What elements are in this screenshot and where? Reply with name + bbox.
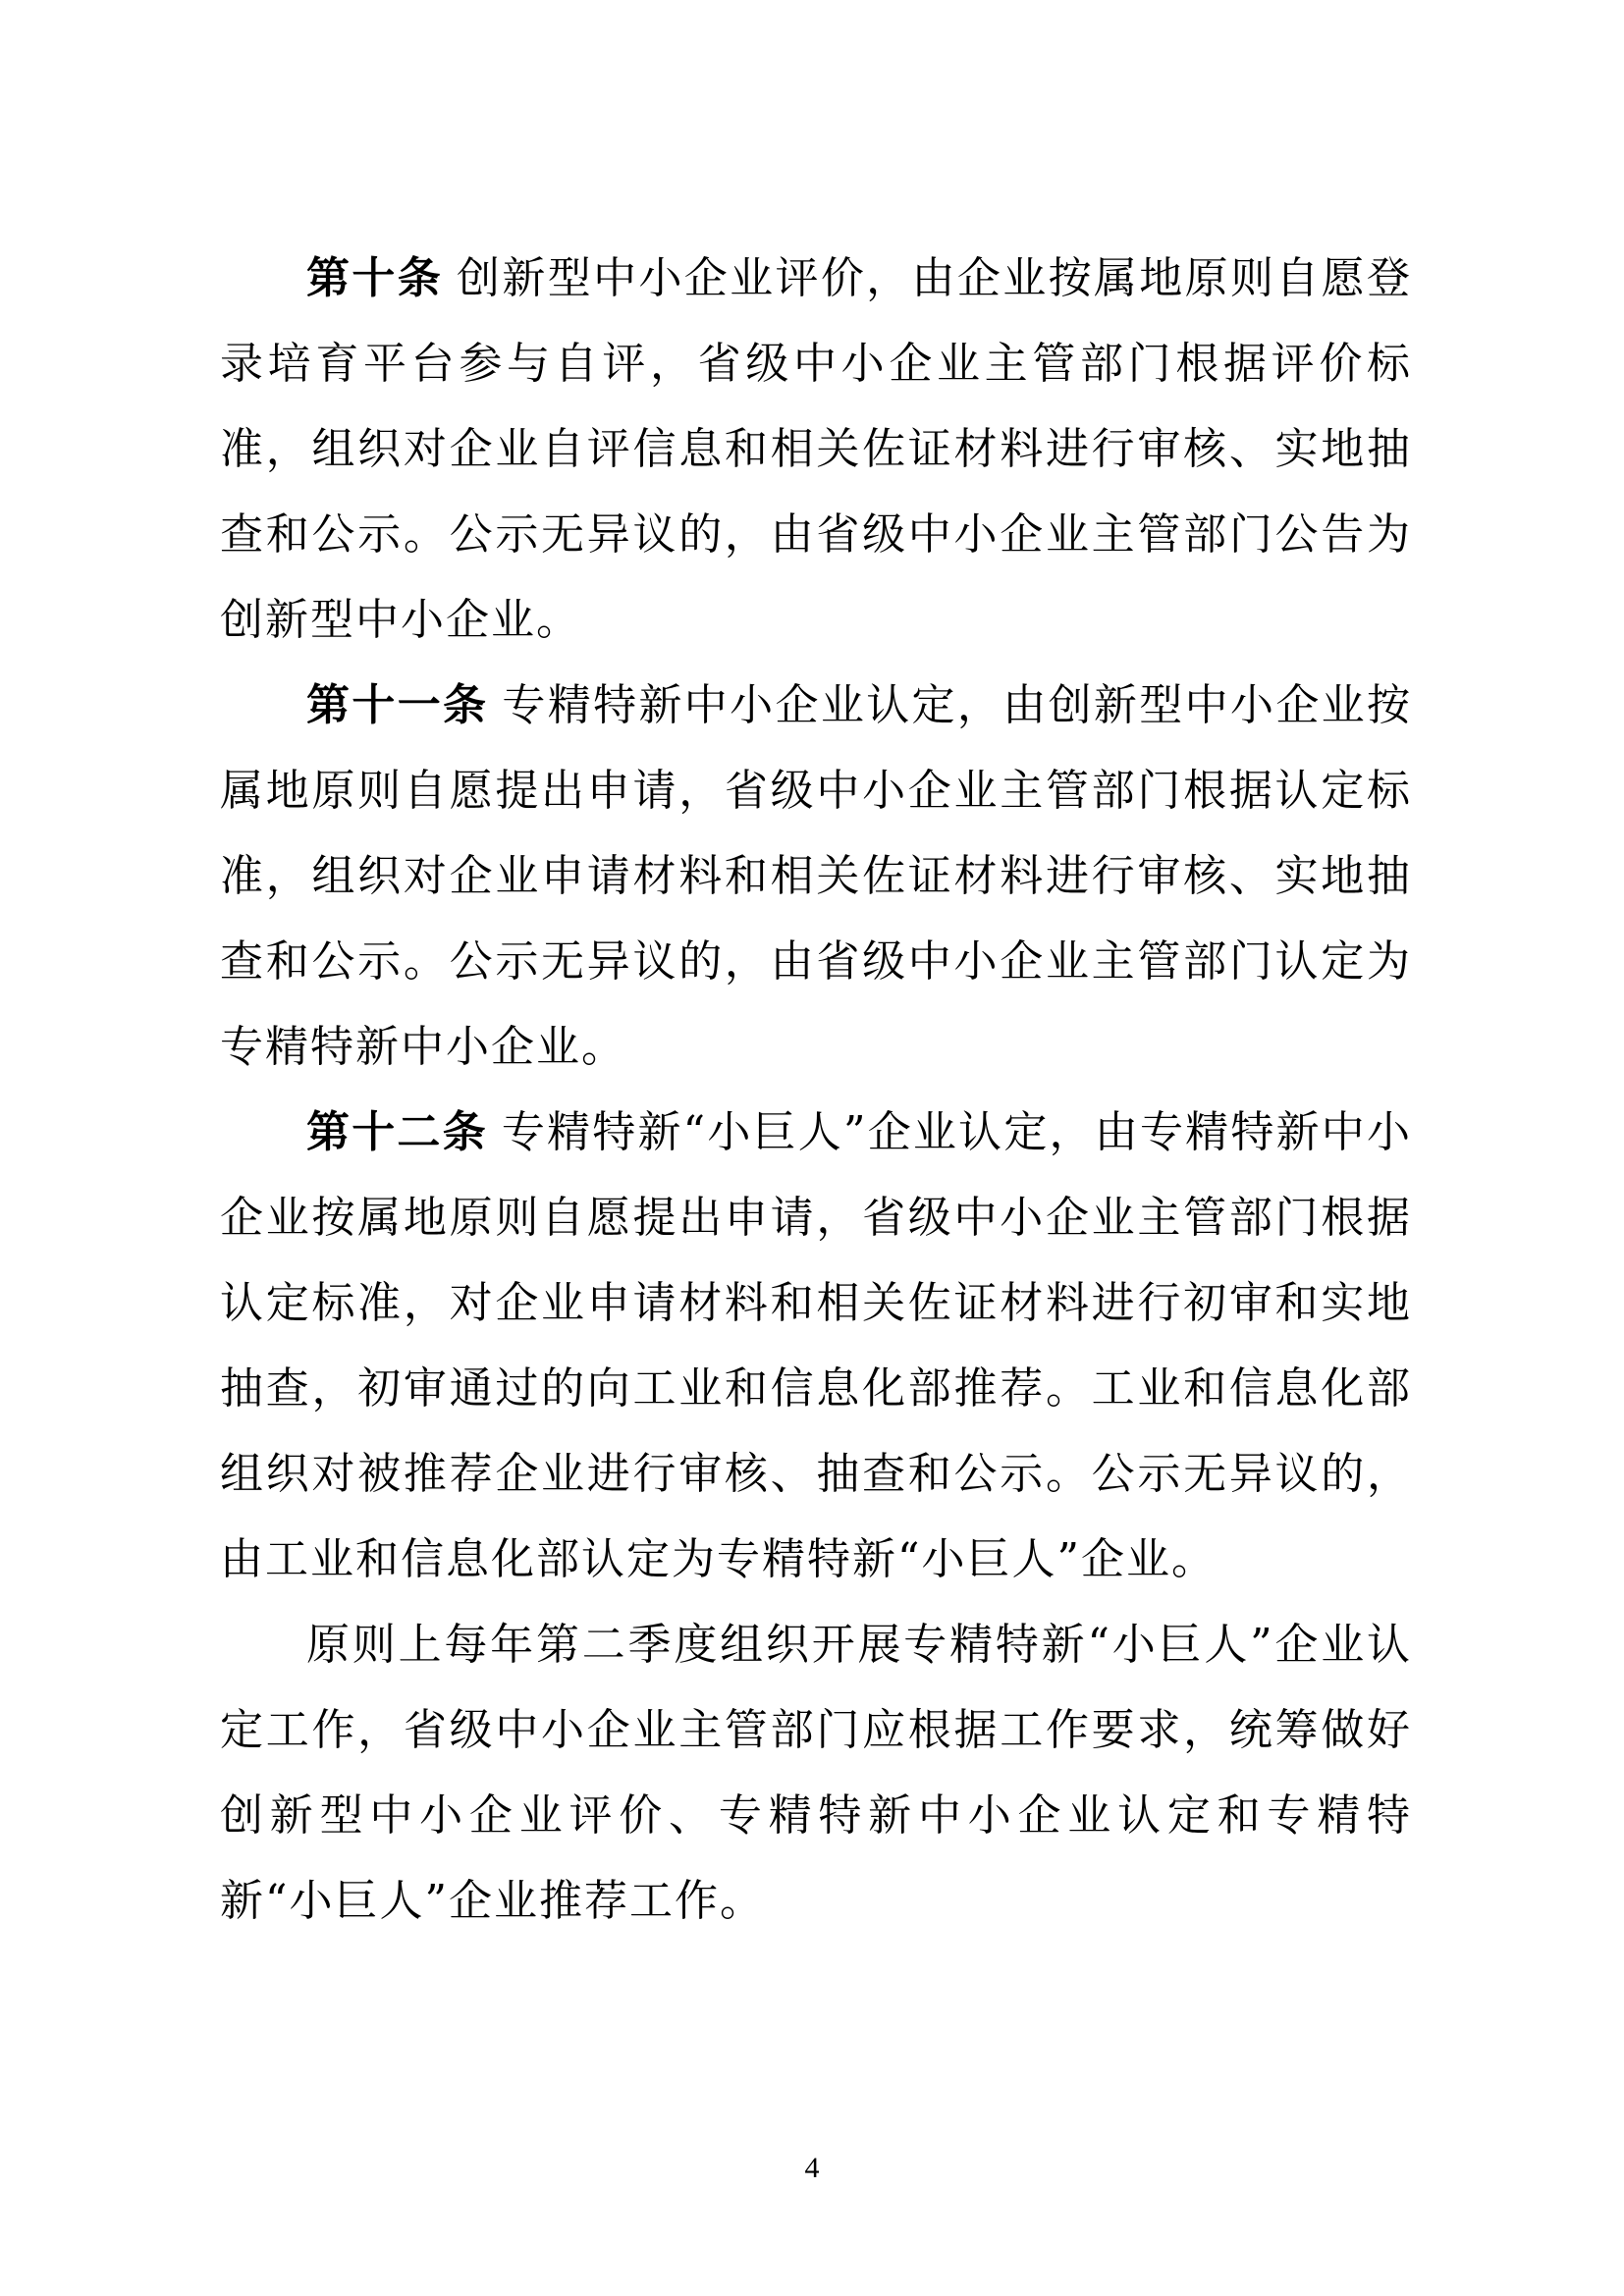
article-number: 第十一条 bbox=[306, 680, 489, 730]
paragraph-supplementary bbox=[220, 1602, 1412, 1944]
paragraph-article-11 bbox=[220, 663, 1412, 1090]
paragraph-text: 原则上每年第二季度组织开展专精特新“小巨人”企业认定工作，省级中小企业主管部门应根据工作要求，统筹做好创新型中小企业评价、专精特新中小企业认定和专精特新“小巨人”企业推荐工作。 bbox=[220, 1620, 1412, 1926]
article-number: 第十二条 bbox=[306, 1107, 488, 1157]
page-number: 4 bbox=[804, 2152, 820, 2184]
paragraph-text: 创新型中小企业评价，由企业按属地原则自愿登录培育平台参与自评，省级中小企业主管部门根据评价标准，组织对企业自评信息和相关佐证材料进行审核、实地抽查和公示。公示无异议的，由省级中小企业主管部门公告为创新型中小企业。 bbox=[220, 253, 1413, 645]
paragraph-text: 专精特新“小巨人”企业认定，由专精特新中小企业按属地原则自愿提出申请，省级中小企业主管部门根据认定标准，对企业申请材料和相关佐证材料进行初审和实地抽查，初审通过的向工业和信息化部推荐。工业和信息化部组织对被推荐企业进行审核、抽查和公示。公示无异议的，由工业和信息化部认定为专精特新“小巨人”企业。 bbox=[220, 1107, 1412, 1584]
paragraph-article-10 bbox=[220, 236, 1412, 663]
paragraph-article-12 bbox=[220, 1090, 1412, 1602]
document-body bbox=[220, 236, 1412, 1944]
article-number: 第十条 bbox=[306, 253, 444, 303]
paragraph-text: 专精特新中小企业认定，由创新型中小企业按属地原则自愿提出申请，省级中小企业主管部门根据认定标准，组织对企业申请材料和相关佐证材料进行审核、实地抽查和公示。公示无异议的，由省级中小企业主管部门认定为专精特新中小企业。 bbox=[220, 680, 1413, 1072]
